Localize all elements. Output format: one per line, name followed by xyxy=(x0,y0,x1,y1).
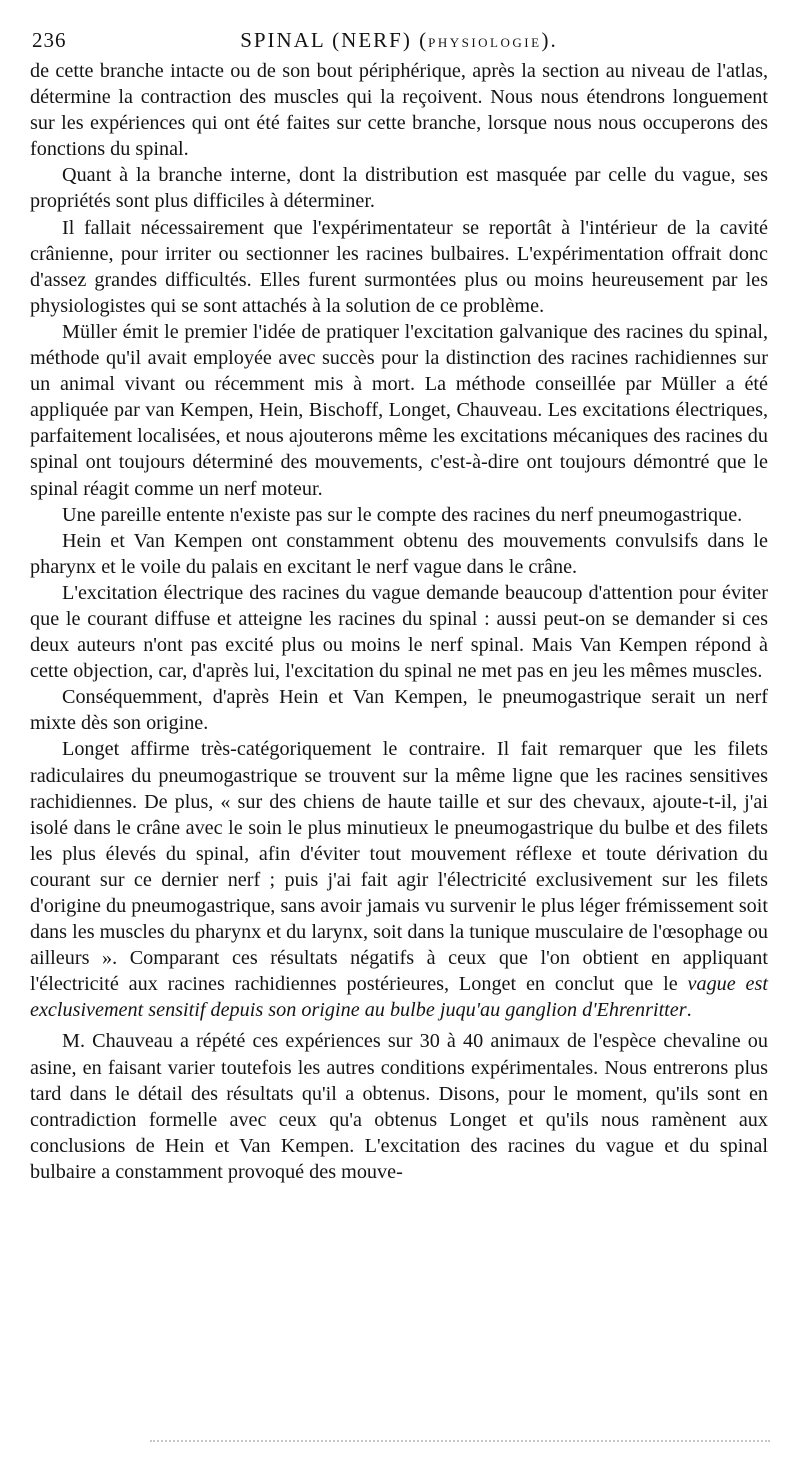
page-header xyxy=(30,22,768,58)
paragraph: Une pareille entente n'existe pas sur le compte des racines du nerf pneumogastrique. xyxy=(62,503,743,526)
running-head-close: ). xyxy=(541,28,558,52)
running-head-small-caps: PHYSIOLOGIE xyxy=(428,35,542,50)
body-text xyxy=(30,58,768,1185)
paragraph: M. Chauveau a répété ces expériences sur 30 à 40 animaux de l'espèce chevaline ou asine, en faisant varier toutefois les autres conditions expérimentales. Nous entrerons plus tard dans le détail des résultats qu'il a obtenus. Disons, pour le moment, qu'ils sont en contradiction formelle avec ceux qu'a obtenus Longet et qu'ils nous ramènent aux conclusions de Hein et Van Kempen. L'excitation des racines du vague et du spinal bulbaire a constamment provoqué des mouve- xyxy=(30,1030,768,1183)
footer-dotted-rule xyxy=(150,1440,770,1448)
paragraph: Il fallait nécessairement que l'expérimentateur se reportât à l'intérieur de la cavité crânienne, pour irriter ou sectionner les racines bulbaires. L'expérimentation offrait donc d'assez grandes difficultés. Elles furent surmontées plus ou moins heureusement par les physiologistes qui se sont attachés à la solution de ce problème. xyxy=(30,216,768,317)
paragraph: de cette branche intacte ou de son bout périphérique, après la section au niveau de l'atlas, détermine la contraction des muscles qui la reçoivent. Nous nous étendrons longuement sur les expériences qui ont été faites sur cette branche, lorsque nous nous occuperons des fonctions du spinal. xyxy=(30,60,768,161)
paragraph: L'excitation électrique des racines du vague demande beaucoup d'attention pour éviter que le courant diffuse et atteigne les racines du spinal : aussi peut-on se demander si ces deux auteurs n'ont pas excité plus ou moins le nerf spinal. Mais Van Kempen répond à cette objection, car, d'après lui, l'excitation du spinal ne met pas en jeu les mêmes muscles. xyxy=(30,581,768,683)
paragraph-longet xyxy=(30,736,768,1023)
page-number: 236 xyxy=(32,28,67,52)
paragraph: Quant à la branche interne, dont la distribution est masquée par celle du vague, ses propriétés sont plus difficiles à déterminer. xyxy=(30,164,768,213)
book-page xyxy=(30,22,768,1185)
paragraph-end: . xyxy=(686,999,692,1022)
paragraph: Conséquemment, d'après Hein et Van Kempen, le pneumogastrique serait un nerf mixte dès son origine. xyxy=(30,686,768,735)
paragraph-text: Longet affirme très-catégoriquement le contraire. Il fait remarquer que les filets radiculaires du pneumogastrique se trouvent sur la même ligne que les racines sensitives rachidiennes. De plus, « sur des chiens de haute taille et sur des chevaux, ajoute-t-il, j'ai isolé dans le crâne avec le soin le plus minutieux le pneumogastrique du bulbe et des filets les plus élevés du spinal, afin d'éviter tout mouvement réflexe et toute dérivation du courant sur ce dernier nerf ; puis j'ai fait agir l'électricité exclusivement sur les filets d'origine du pneumogastrique, sans avoir jamais vu survenir le plus léger frémissement soit dans les muscles du pharynx et du larynx, soit dans la tunique musculaire de l'œsophage ou ailleurs ». Comparant ces résultats négatifs à ceux que l'on obtient en appliquant l'électricité aux racines rachidiennes postérieures, Longet en conclut que le xyxy=(30,738,768,996)
paragraph: Hein et Van Kempen ont constamment obtenu des mouvements convulsifs dans le pharynx et le voile du palais en excitant le nerf vague dans le crâne. xyxy=(30,529,768,578)
paragraph: Müller émit le premier l'idée de pratiquer l'excitation galvanique des racines du spinal, méthode qu'il avait employée avec succès pour la distinction des racines rachidiennes sur un animal vivant ou récemment mis à mort. La méthode conseillée par Müller a été appliquée par van Kempen, Hein, Bischoff, Longet, Chauveau. Les excitations électriques, parfaitement localisées, et nous ajouterons même les excitations mécaniques des racines du spinal ont toujours déterminé des mouvements, c'est-à-dire ont toujours démontré que le spinal réagit comme un nerf moteur. xyxy=(30,320,768,500)
italic-quotation: vague est exclusivement sensitif depuis son origine au bulbe juqu'au ganglion d'Ehrenritter xyxy=(30,973,768,1022)
running-head-main: SPINAL (NERF) ( xyxy=(240,28,429,52)
running-head xyxy=(30,22,768,61)
